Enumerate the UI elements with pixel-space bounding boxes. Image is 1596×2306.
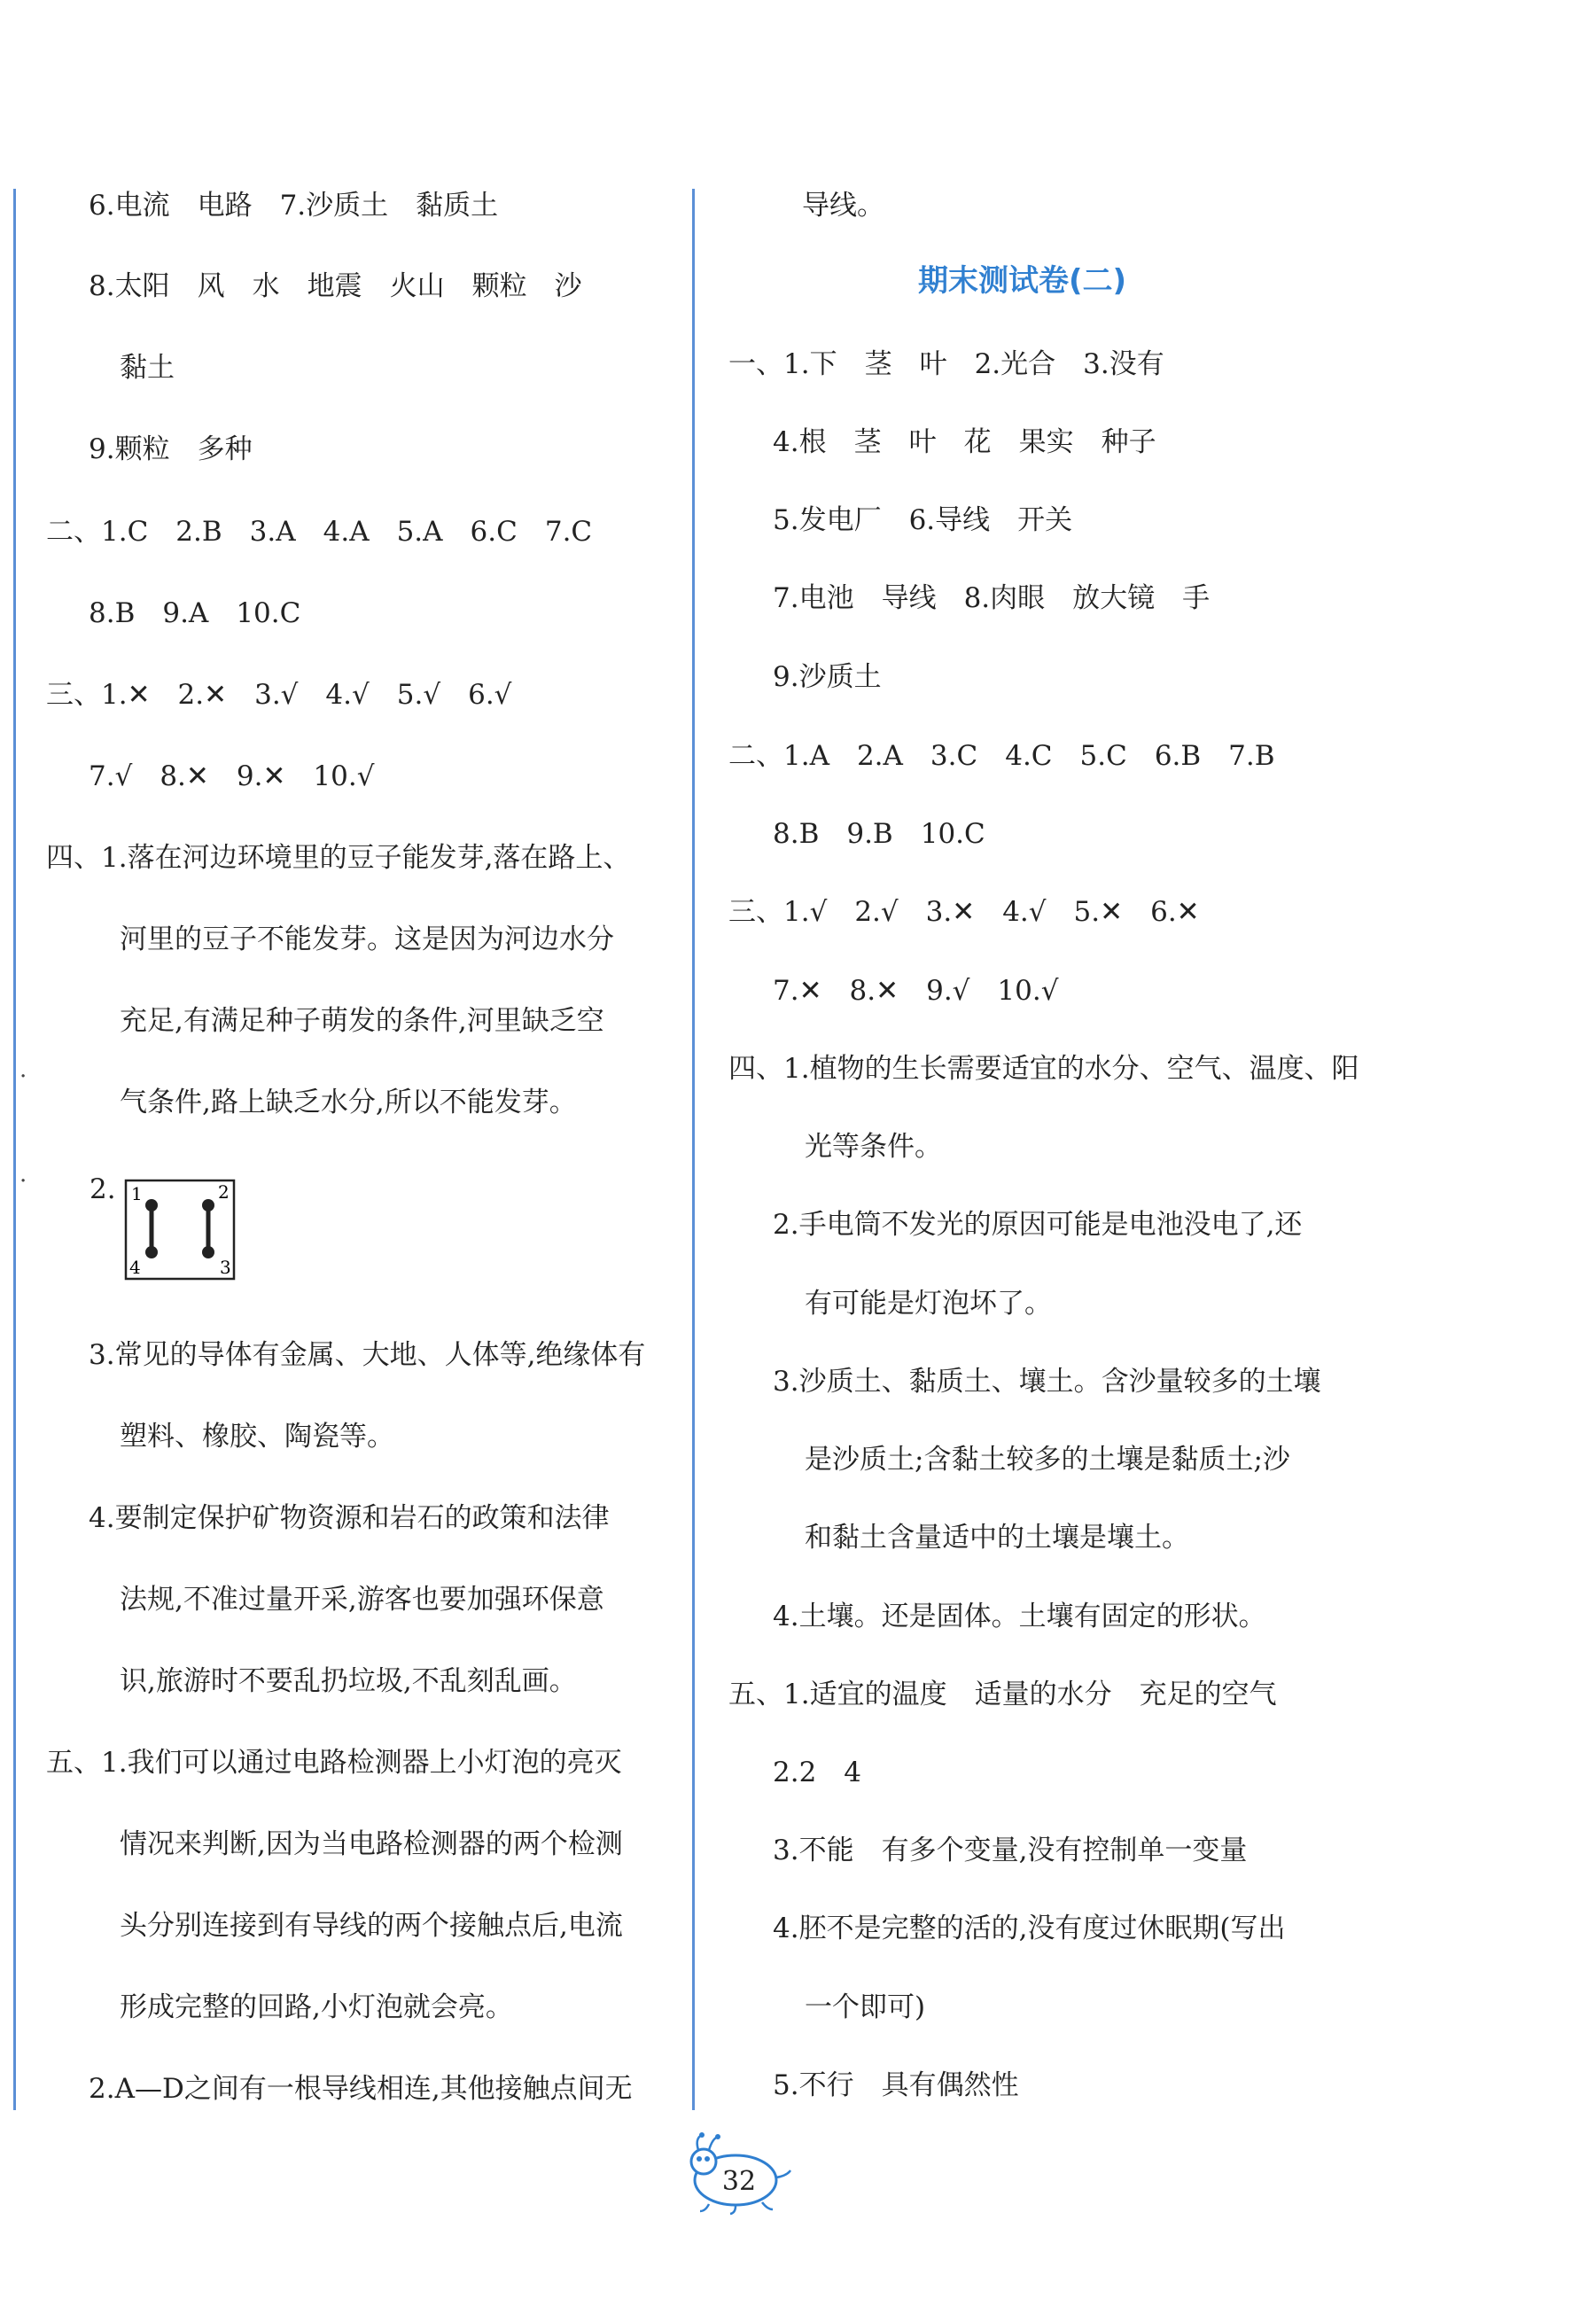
left-margin-rule (13, 189, 16, 2110)
answer-line: 2.2 4 (773, 1757, 862, 1788)
answer-line: 2.A—D之间有一根导线相连,其他接触点间无 (89, 2073, 633, 2105)
answer-line: 6.电流 电路 7.沙质土 黏质土 (89, 190, 499, 222)
answer-line: 情况来判断,因为当电路检测器的两个检测 (120, 1828, 623, 1860)
corner-label-1: 1 (131, 1183, 143, 1204)
section-two-line: 二、1.C 2.B 3.A 4.A 5.A 6.C 7.C (46, 516, 593, 548)
answer-line: 头分别连接到有导线的两个接触点后,电流 (120, 1910, 623, 1942)
answer-line: 黏土 (120, 352, 175, 384)
answer-line: 8.B 9.A 10.C (89, 597, 301, 629)
answer-line: 8.太阳 风 水 地震 火山 颗粒 沙 (89, 270, 582, 302)
answer-line: 有可能是灯泡坏了。 (805, 1288, 1052, 1320)
answer-line: 7.电池 导线 8.肉眼 放大镜 手 (773, 582, 1211, 614)
answer-line: 形成完整的回路,小灯泡就会亮。 (120, 1991, 513, 2023)
section-one-line: 一、1.下 茎 叶 2.光合 3.没有 (728, 348, 1164, 380)
contact-point-4 (145, 1246, 158, 1258)
section-five-line: 五、1.适宜的温度 适量的水分 充足的空气 (728, 1679, 1277, 1710)
answer-line: 5.不行 具有偶然性 (773, 2069, 1019, 2101)
answer-line: 3.常见的导体有金属、大地、人体等,绝缘体有 (89, 1339, 646, 1371)
answer-line: 4.胚不是完整的活的,没有度过休眠期(写出 (773, 1913, 1286, 1944)
contact-point-1 (145, 1199, 158, 1211)
answer-line: 5.发电厂 6.导线 开关 (773, 504, 1073, 536)
answer-line: 河里的豆子不能发芽。这是因为河边水分 (120, 923, 614, 955)
section-title: 期末测试卷(二) (918, 263, 1127, 299)
answer-line: 3.不能 有多个变量,没有控制单一变量 (773, 1835, 1248, 1866)
corner-label-4: 4 (129, 1257, 141, 1278)
answer-line: 9.颗粒 多种 (89, 433, 253, 465)
answer-line: 7.✕ 8.✕ 9.√ 10.√ (773, 975, 1059, 1007)
answer-line: 光等条件。 (805, 1131, 942, 1163)
column-divider-rule (692, 189, 695, 2110)
page-number: 32 (721, 2166, 757, 2197)
corner-label-2: 2 (218, 1181, 230, 1203)
section-two-line: 二、1.A 2.A 3.C 4.C 5.C 6.B 7.B (728, 740, 1275, 772)
diagram-label: 2. (90, 1173, 116, 1205)
answer-line: 塑料、橡胶、陶瓷等。 (120, 1421, 394, 1453)
bug-icon (673, 2131, 798, 2216)
answer-line: 4.要制定保护矿物资源和岩石的政策和法律 (89, 1502, 610, 1534)
answer-line: 3.沙质土、黏质土、壤土。含沙量较多的土壤 (773, 1366, 1321, 1398)
section-four-line: 四、1.植物的生长需要适宜的水分、空气、温度、阳 (728, 1053, 1359, 1085)
answer-line: 9.沙质土 (773, 661, 882, 693)
section-three-line: 三、1.√ 2.√ 3.✕ 4.√ 5.✕ 6.✕ (728, 896, 1200, 928)
contact-point-3 (202, 1246, 214, 1258)
scan-mark: · (19, 1168, 27, 1195)
answer-line: 7.√ 8.✕ 9.✕ 10.√ (89, 760, 375, 792)
answer-line: 4.根 茎 叶 花 果实 种子 (773, 426, 1156, 458)
section-five-line: 五、1.我们可以通过电路检测器上小灯泡的亮灭 (46, 1747, 622, 1779)
section-four-line: 四、1.落在河边环境里的豆子能发芽,落在路上、 (46, 842, 631, 874)
answer-line: 气条件,路上缺乏水分,所以不能发芽。 (120, 1087, 577, 1118)
page-number-badge (673, 2131, 798, 2216)
contact-point-2 (202, 1199, 214, 1211)
answer-line: 识,旅游时不要乱扔垃圾,不乱刻乱画。 (120, 1665, 577, 1697)
answer-line: 8.B 9.B 10.C (773, 818, 985, 850)
circuit-contact-diagram (124, 1179, 236, 1281)
answer-line: 2.手电筒不发光的原因可能是电池没电了,还 (773, 1209, 1303, 1241)
scan-mark: · (19, 1063, 27, 1090)
corner-label-3: 3 (220, 1257, 231, 1278)
answer-line: 一个即可) (805, 1991, 926, 2023)
continuation-line: 导线。 (802, 190, 884, 222)
answer-line: 4.土壤。还是固体。土壤有固定的形状。 (773, 1601, 1266, 1632)
section-three-line: 三、1.✕ 2.✕ 3.√ 4.√ 5.√ 6.√ (46, 679, 512, 711)
answer-line: 充足,有满足种子萌发的条件,河里缺乏空 (120, 1005, 604, 1037)
answer-line: 是沙质土;含黏土较多的土壤是黏质土;沙 (805, 1444, 1290, 1476)
answer-line: 和黏土含量适中的土壤是壤土。 (805, 1522, 1189, 1554)
answer-line: 法规,不准过量开采,游客也要加强环保意 (120, 1584, 604, 1616)
